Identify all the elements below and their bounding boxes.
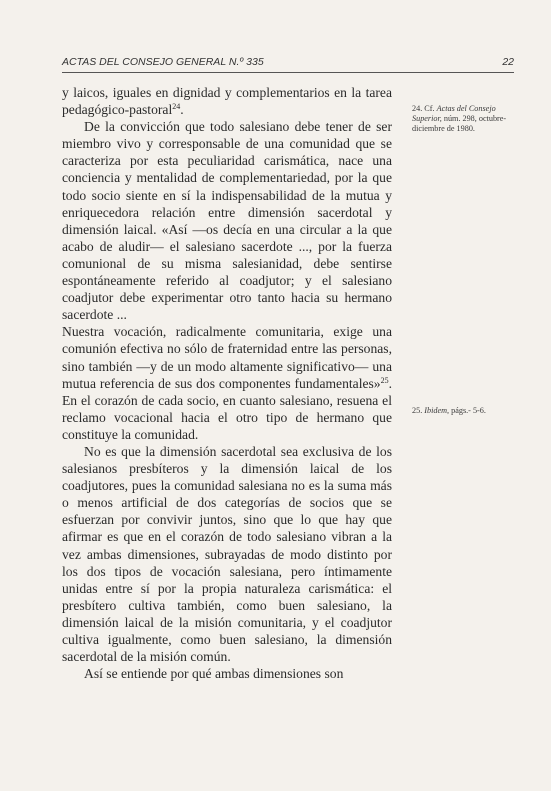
header-rule [62, 72, 514, 73]
paragraph-2: De la convicción que todo salesiano debe tener de ser miembro vivo y corresponsable de una comunidad que se caracteriza por esta peculiaridad carismática, nace una conciencia y mentalidad de complementariedad, por la que todo socio siente en sí la indispensabilidad de la mutua y enriquecedora relación entre dimensión sacerdotal y dimensión laical. «Así —os decía en una circular a la que acabo de aludir— el salesiano sacerdote ..., por la fuerza comunional de su misma salesianidad, debe sentirse espontáneamente referido al coadjutor; y el salesiano coadjutor debe experimentar otro tanto hacia su hermano sacerdote ... [62, 119, 392, 323]
paragraph-5: Así se entiende por qué ambas dimensiones son [84, 666, 344, 682]
page-number: 22 [502, 56, 514, 68]
running-header [62, 56, 514, 68]
footnote-ref-24: 24 [172, 102, 181, 112]
footnote-ref-25: 25 [380, 375, 389, 385]
paragraph-3: Nuestra vocación, radicalmente comunitaria, exige una comunión efectiva no sólo de fraternidad entre las personas, sino también —y de un modo altamente significativo— una mutua referencia de sus dos componentes fundamentales»$^{25}$. En el corazón de cada socio, en cuanto salesiano, resuena el reclamo vocacional hacia el otro tipo de hermano que constituye la comunidad. [62, 324, 392, 442]
running-title: ACTAS DEL CONSEJO GENERAL N.º 335 [62, 56, 264, 68]
footnote-25: 25. Ibidem, págs.- 5-6. [412, 406, 486, 415]
footnote-24: 24. Cf. Actas del Consejo Superior, núm. 298, octubre-diciembre de 1980. [412, 104, 507, 133]
paragraph-1: y laicos, iguales en dignidad y complementarios en la tarea pedagógico-pastoral$^{24}$. [62, 85, 392, 118]
paragraph-4: No es que la dimensión sacerdotal sea exclusiva de los salesianos presbíteros y la dimensión laical de los coadjutores, pues la comunidad salesiana no es la suma más o menos artificial de dos categorías de socios que se esfuerzan por convivir juntos, sino que lo que hay que afirmar es que en el corazón de todo salesiano vibran a la vez ambas dimensiones, subrayadas de modo distinto por los dos tipos de vocación salesiana, pero íntimamente unidas entre sí por la propia naturaleza carismática: el presbítero cultiva también, como buen salesiano, la dimensión laical de la misión comunitaria, y el coadjutor cultiva igualmente, como buen salesiano, la dimensión sacerdotal de la misión común. [62, 443, 392, 665]
main-text [62, 84, 392, 682]
